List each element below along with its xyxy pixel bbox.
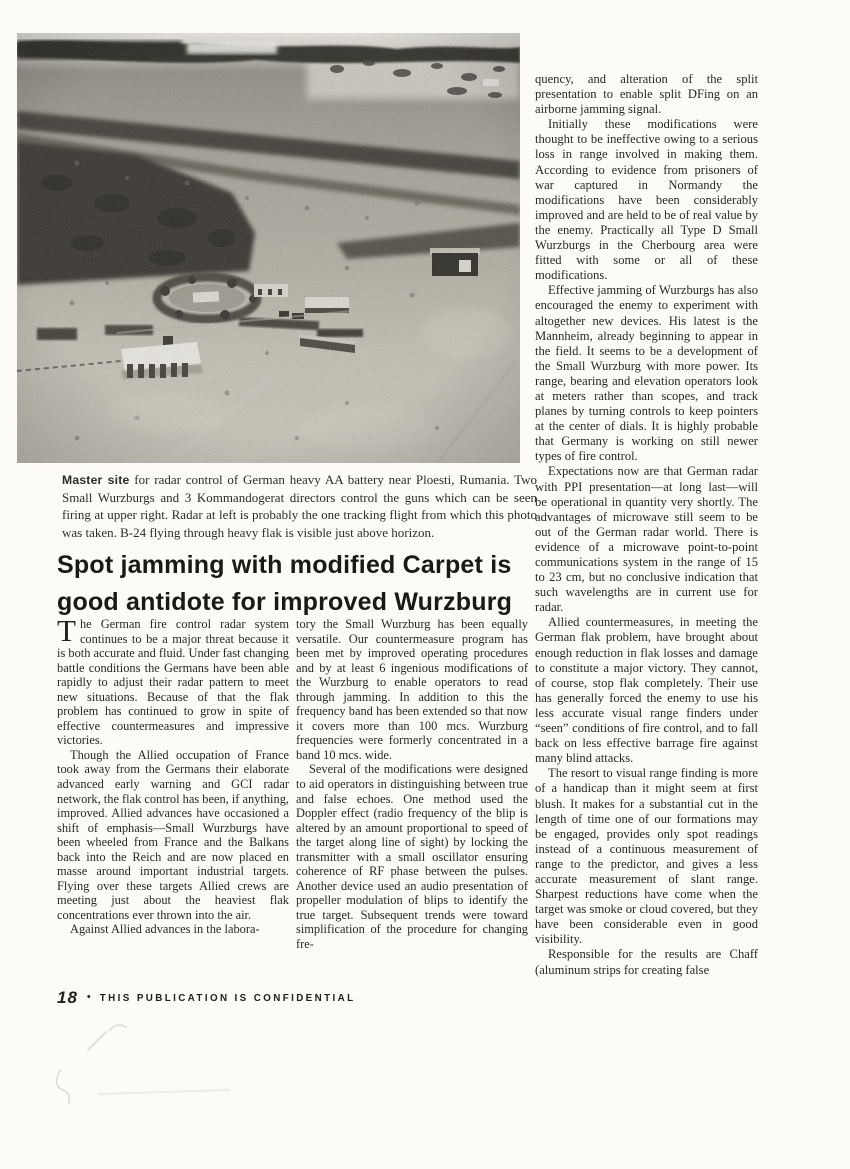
pencil-mark [40,1018,240,1128]
headline-line1: Spot jamming with modified Carpet is [57,551,512,579]
paragraph: Responsible for the results are Chaff (aluminum strips for creating false [535,947,758,977]
paragraph: Expectations now are that German radar with PPI presentation—at long last—will be operational in quantity very shortly. The advantages of microwave still seem to be out of the German radar world. There is evidence of a microwave point-to-point communications system in the range of 15 to 23 cm, but no conclusive indication that such wavelengths are in current use for radar. [535,464,758,615]
headline-line2: good antidote for improved Wurzburg [57,588,513,616]
paragraph: Effective jamming of Wurzburgs has also encouraged the enemy to experiment with altogether new devices. His latest is the Mannheim, already beginning to appear in the field. It seems to be a development of the Small Wurzburg with more power. Its range, bearing and elevation operators look at meters rather than scopes, and track planes by turning controls to keep pointers at the center of dials. It is highly probable that Germany is working on still newer types of fire control. [535,283,758,464]
photo-caption [62,471,537,541]
paragraph: The resort to visual range finding is more of a handicap than it might seem at first blush. It makes for a substantial cut in the length of time one of our formations may be engaged, provides only spot readings instead of a continuous measurement of range to the predictor, and gives a less accurate measurement of slant range. Sharpest reductions have come when the target was smoke or cloud covered, but they have been considerable even in good visibility. [535,766,758,947]
text-column-right [535,72,758,978]
text-column-middle [296,617,528,952]
caption-lead: Master site [62,473,130,487]
paragraph: The German fire control radar system continues to be a major threat because it is both accurate and fluid. Under fast changing battle conditions the Germans have been able rapidly to adjust their radar pattern to meet new situations. Because of that the flak problem has continued to grow in spite of effective countermeasures and impressive victories. [57,613,289,748]
text-column-left [57,613,289,937]
paragraph: quency, and alteration of the split presentation to enable split DFing on an airborne jamming signal. [535,72,758,117]
paragraph: Though the Allied occupation of France took away from the Germans their elaborate advanced early warning and GCI radar network, the flak control has been, if anything, improved. Allied advances have occasioned a shift of emphasis—Small Wurzburgs have been wheeled from France and the Balkans back into the Reich and are now placed en masse around important industrial targets. Flying over these targets Allied crews are meeting just about the heaviest flak concentrations ever thrown into the air. [57,747,289,922]
confidential-notice: THIS PUBLICATION IS CONFIDENTIAL [99,992,356,1004]
aerial-photo [17,33,520,463]
article-headline [57,547,539,621]
aerial-photo-image [17,33,520,463]
drop-cap: T [57,613,76,648]
caption-text: for radar control of German heavy AA battery near Ploesti, Rumania. Two Small Wurzburgs and 3 Kommandogerat directors control the guns which can be seen firing at upper right. Radar at left is probably the one tracking flight from which this photo was taken. B-24 flying through heavy flak is visible just above horizon. [62,472,537,540]
paragraph: Against Allied advances in the labora- [70,922,260,937]
footer-bullet: • [86,991,91,1003]
paragraph: Allied countermeasures, in meeting the German flak problem, have brought about enough reduction in flak losses and damage to constitute a major victory. They cannot, of course, stop flak completely. Their use has generally forced the enemy to use his less accurate visual range finders under “seen” conditions of fire control, and to fall back on less effective barrage fire against many blind attacks. [535,615,758,766]
page-footer [57,988,355,1008]
page-number: 18 [57,988,78,1007]
paragraph: Several of the modifications were designed to aid operators in distinguishing between true and false echoes. One method used the Doppler effect (radio frequency of the blip is altered by an amount proportional to speed of the target along line of sight) by locking the transmitter with a small oscillator ensuring coherence of RF phase between the pulses. Another device used an audio presentation of propeller modulation of blips to identify the true target. Subsequent trends were toward simplification of the procedure for changing fre- [296,762,528,952]
photo-vignette [17,33,520,463]
paragraph: Initially these modifications were thought to be ineffective owing to a serious loss in range involved in making them. According to evidence from prisoners of war captured in Normandy the modifications have been considerably improved and are held to be of real value by the enemy. Practically all Type D Small Wurzburgs in the Cherbourg area were fitted with some or all of these modifications. [535,117,758,283]
paragraph: tory the Small Wurzburg has been equally versatile. Our countermeasure program has been met by improved operating procedures and by at least 6 ingenious modifications of the Wurzburg to enable operators to read through jamming. In addition to this the frequency band has been extended so that now it covers more than 100 mcs. Wurzburg frequencies were formerly concentrated in a band 10 mcs. wide. [296,617,528,762]
